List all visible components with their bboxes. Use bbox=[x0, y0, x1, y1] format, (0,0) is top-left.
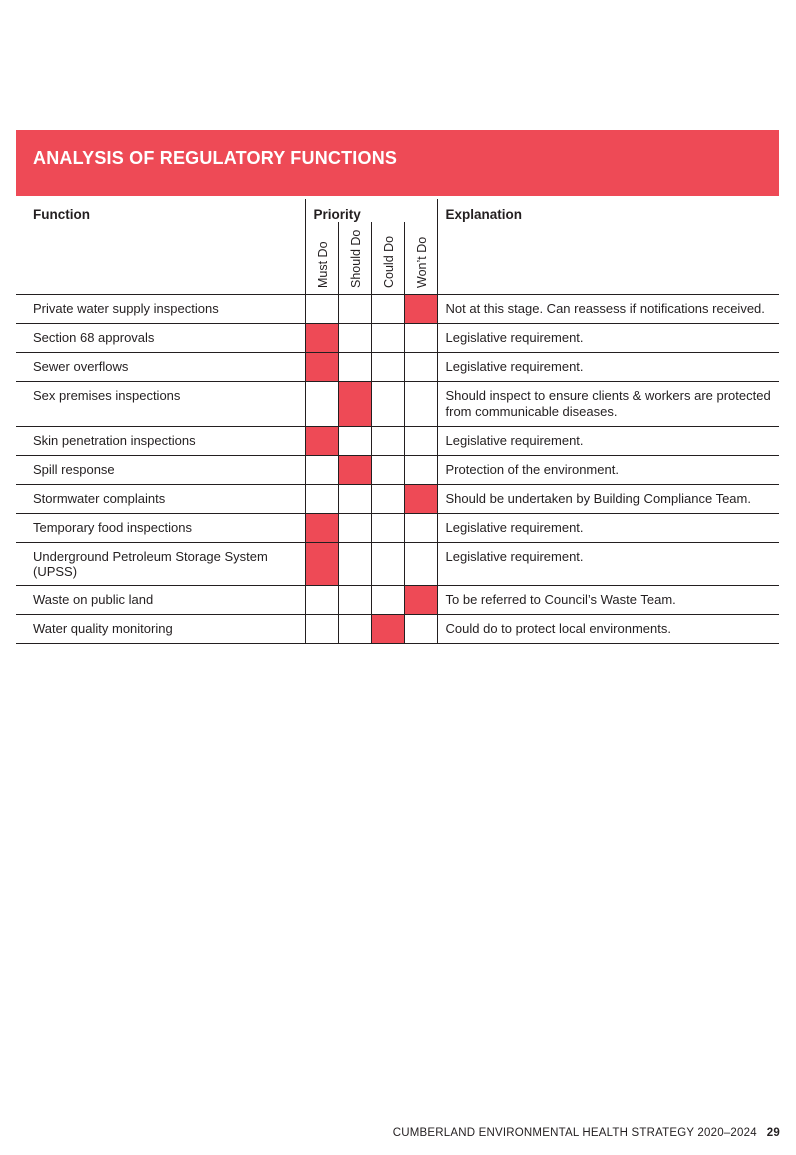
table-row bbox=[16, 543, 779, 586]
priority-cell bbox=[338, 514, 371, 543]
priority-cell bbox=[338, 427, 371, 456]
priority-cell bbox=[305, 456, 338, 485]
explanation-cell: Could do to protect local environments. bbox=[437, 615, 779, 644]
priority-label-must-do: Must Do bbox=[315, 241, 330, 288]
explanation-cell: Legislative requirement. bbox=[437, 353, 779, 382]
priority-cell bbox=[338, 543, 371, 586]
priority-cell bbox=[371, 514, 404, 543]
function-cell: Temporary food inspections bbox=[16, 514, 305, 543]
priority-cell bbox=[404, 514, 437, 543]
priority-cell bbox=[371, 382, 404, 427]
priority-cell bbox=[371, 485, 404, 514]
table-row bbox=[16, 295, 779, 324]
function-cell: Sewer overflows bbox=[16, 353, 305, 382]
explanation-cell: Protection of the environment. bbox=[437, 456, 779, 485]
priority-cell bbox=[371, 456, 404, 485]
priority-subheader-row bbox=[16, 222, 779, 295]
section-title: ANALYSIS OF REGULATORY FUNCTIONS bbox=[33, 148, 398, 168]
header-function: Function bbox=[33, 207, 90, 222]
priority-cell bbox=[404, 353, 437, 382]
priority-cell bbox=[371, 543, 404, 586]
priority-label-should-do: Should Do bbox=[348, 229, 363, 288]
priority-cell bbox=[305, 485, 338, 514]
priority-marker bbox=[305, 427, 338, 456]
table-row bbox=[16, 586, 779, 615]
explanation-cell: Legislative requirement. bbox=[437, 514, 779, 543]
priority-label-wont-do: Won’t Do bbox=[414, 236, 429, 288]
priority-cell bbox=[404, 382, 437, 427]
priority-cell bbox=[338, 485, 371, 514]
header-explanation: Explanation bbox=[445, 207, 523, 222]
priority-cell bbox=[404, 543, 437, 586]
table-row bbox=[16, 514, 779, 543]
regulatory-functions-table bbox=[16, 199, 779, 644]
priority-marker bbox=[404, 586, 437, 615]
table-header-row bbox=[16, 199, 779, 222]
priority-marker bbox=[404, 295, 437, 324]
priority-cell bbox=[305, 615, 338, 644]
function-cell: Skin penetration inspections bbox=[16, 427, 305, 456]
priority-cell bbox=[338, 586, 371, 615]
priority-cell bbox=[305, 586, 338, 615]
explanation-cell: Legislative requirement. bbox=[437, 427, 779, 456]
priority-cell bbox=[338, 295, 371, 324]
priority-cell bbox=[305, 295, 338, 324]
table-row bbox=[16, 382, 779, 427]
priority-cell bbox=[338, 353, 371, 382]
explanation-cell: Not at this stage. Can reassess if notifications received. bbox=[437, 295, 779, 324]
function-cell: Waste on public land bbox=[16, 586, 305, 615]
explanation-cell: Should inspect to ensure clients & workers are protected from communicable diseases. bbox=[437, 382, 779, 427]
table-row bbox=[16, 324, 779, 353]
priority-marker bbox=[338, 456, 371, 485]
priority-cell bbox=[404, 456, 437, 485]
function-cell: Private water supply inspections bbox=[16, 295, 305, 324]
section-banner bbox=[16, 130, 779, 196]
priority-marker bbox=[305, 543, 338, 586]
page-number: 29 bbox=[766, 1127, 780, 1139]
priority-marker bbox=[371, 615, 404, 644]
table-row bbox=[16, 353, 779, 382]
table-row bbox=[16, 427, 779, 456]
priority-cell bbox=[404, 427, 437, 456]
explanation-cell: Legislative requirement. bbox=[437, 324, 779, 353]
priority-cell bbox=[305, 382, 338, 427]
header-priority: Priority bbox=[305, 199, 437, 222]
priority-marker bbox=[305, 324, 338, 353]
priority-cell bbox=[338, 324, 371, 353]
priority-cell bbox=[371, 324, 404, 353]
priority-cell bbox=[338, 615, 371, 644]
priority-marker bbox=[338, 382, 371, 427]
function-cell: Underground Petroleum Storage System (UPSS) bbox=[16, 543, 305, 586]
priority-marker bbox=[404, 485, 437, 514]
page-footer bbox=[393, 1127, 780, 1139]
explanation-cell: Should be undertaken by Building Compliance Team. bbox=[437, 485, 779, 514]
priority-cell bbox=[404, 615, 437, 644]
function-cell: Water quality monitoring bbox=[16, 615, 305, 644]
table-row bbox=[16, 456, 779, 485]
priority-marker bbox=[305, 514, 338, 543]
footer-title: CUMBERLAND ENVIRONMENTAL HEALTH STRATEGY 2020–2024 bbox=[392, 1127, 757, 1139]
priority-cell bbox=[404, 324, 437, 353]
priority-marker bbox=[305, 353, 338, 382]
table-row bbox=[16, 485, 779, 514]
explanation-cell: Legislative requirement. bbox=[437, 543, 779, 586]
function-cell: Spill response bbox=[16, 456, 305, 485]
explanation-cell: To be referred to Council’s Waste Team. bbox=[437, 586, 779, 615]
function-cell: Stormwater complaints bbox=[16, 485, 305, 514]
priority-cell bbox=[371, 427, 404, 456]
priority-cell bbox=[371, 353, 404, 382]
priority-cell bbox=[371, 586, 404, 615]
priority-cell bbox=[371, 295, 404, 324]
priority-label-could-do: Could Do bbox=[381, 235, 396, 288]
function-cell: Sex premises inspections bbox=[16, 382, 305, 427]
function-cell: Section 68 approvals bbox=[16, 324, 305, 353]
table-row bbox=[16, 615, 779, 644]
